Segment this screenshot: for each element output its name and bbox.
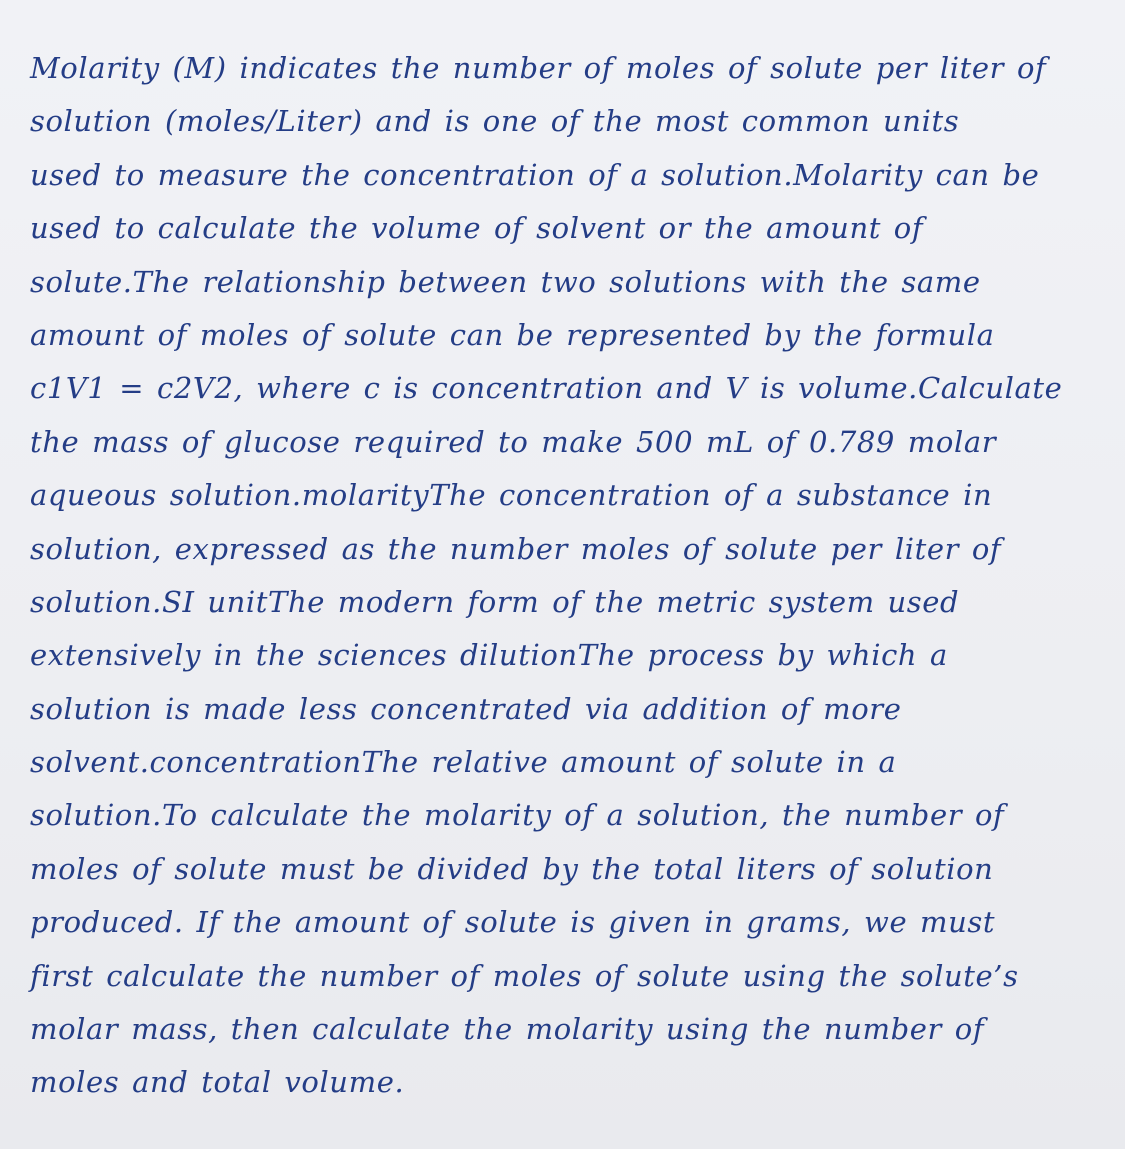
text-line: aqueous solution.molarityThe concentration of a substance in xyxy=(30,478,993,513)
text-line: solution (moles/Liter) and is one of the most common units xyxy=(30,104,960,139)
text-line: the mass of glucose required to make 500 mL of 0.789 molar xyxy=(30,424,997,459)
text-line: solvent.concentrationThe relative amount of solute in a xyxy=(30,745,897,780)
text-line: solute.The relationship between two solutions with the same xyxy=(30,264,981,299)
text-line: moles and total volume. xyxy=(30,1065,405,1100)
text-line: produced. If the amount of solute is given in grams, we must xyxy=(30,905,996,940)
text-line: solution, expressed as the number moles of solute per liter of xyxy=(30,531,1002,566)
text-line: used to calculate the volume of solvent or the amount of xyxy=(30,211,924,246)
text-line: used to measure the concentration of a solution.Molarity can be xyxy=(30,157,1040,192)
text-line: molar mass, then calculate the molarity using the number of xyxy=(30,1012,985,1047)
text-line: solution.To calculate the molarity of a solution, the number of xyxy=(30,798,1005,833)
text-line: amount of moles of solute can be represented by the formula xyxy=(30,317,995,352)
text-line: solution is made less concentrated via addition of more xyxy=(30,691,902,726)
text-line: extensively in the sciences dilutionThe process by which a xyxy=(30,638,948,673)
text-line: moles of solute must be divided by the total liters of solution xyxy=(30,851,994,886)
note-text-block xyxy=(30,42,1105,1110)
text-line: c1V1 = c2V2, where c is concentration and V is volume.Calculate xyxy=(30,371,1063,406)
text-line: Molarity (M) indicates the number of moles of solute per liter of xyxy=(30,51,1047,85)
text-line: first calculate the number of moles of solute using the solute’s xyxy=(30,958,1019,993)
text-line: solution.SI unitThe modern form of the metric system used xyxy=(30,584,960,619)
